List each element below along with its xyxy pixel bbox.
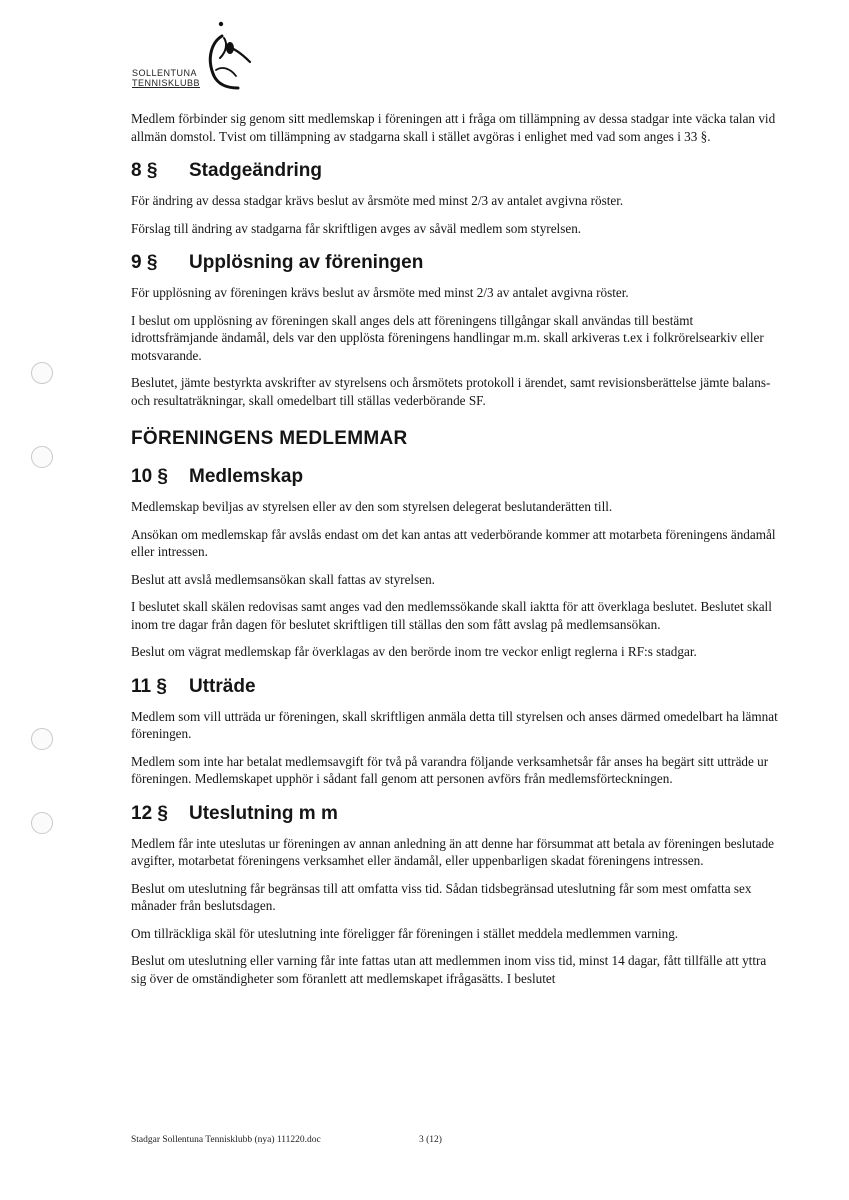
section-heading xyxy=(131,802,783,826)
section-number: 8 § xyxy=(131,160,158,181)
section-number: 10 § xyxy=(131,466,168,487)
section-heading xyxy=(131,159,783,183)
paragraph: Beslut om vägrat medlemskap får överklagas av den berörde inom tre veckor enligt reglerna i RF:s stadgar. xyxy=(131,644,697,659)
paragraph: För upplösning av föreningen krävs beslut av årsmöte med minst 2/3 av antalet avgivna röster. xyxy=(131,285,629,300)
punch-hole xyxy=(31,446,53,468)
section-9 xyxy=(131,251,783,409)
paragraph: Medlem får inte uteslutas ur föreningen av annan anledning än att denne har försummat att betala av föreningen beslutade avgifter, motarbetat föreningens verksamhet eller ändamål, eller uppenbarligen skadat föreningens intressen. xyxy=(131,835,775,868)
section-title: Upplösning av föreningen xyxy=(189,252,424,273)
punch-hole xyxy=(31,362,53,384)
paragraph: Beslut att avslå medlemsansökan skall fattas av styrelsen. xyxy=(131,571,435,587)
section-8 xyxy=(131,159,783,237)
punch-hole xyxy=(31,728,53,750)
section-title: Medlemskap xyxy=(189,466,304,487)
paragraph: I beslutet skall skälen redovisas samt anges vad den medlemssökande skall iaktta för att överklaga beslutet. Beslutet skall inom tre dagar från dagen för beslutet skriftligen till ställas den som fått avslag på medlemsansökan. xyxy=(131,599,772,632)
paragraph: Medlem som inte har betalat medlemsavgift för två på varandra följande verksamhetsår får anses ha begärt sitt utträde ur föreningen. Medlemskapet upphör i sådant fall genom att personen avförs från medlemsförteckningen. xyxy=(131,753,769,786)
section-number: 12 § xyxy=(131,802,168,824)
punch-hole xyxy=(31,812,53,834)
section-12 xyxy=(131,802,783,988)
section-heading xyxy=(131,251,783,275)
page-footer xyxy=(131,1135,783,1145)
section-11 xyxy=(131,675,783,788)
paragraph: Beslut om uteslutning eller varning får inte fattas utan att medlemmen inom viss tid, minst 14 dagar, fått tillfälle att yttra sig över de omständigheter som föranlett att medlemskapet ifrågasätts. I beslutet xyxy=(131,953,767,986)
footer-filename: Stadgar Sollentuna Tennisklubb (nya) 111220.doc xyxy=(131,1135,321,1145)
logo-line-2: TENNISKLUBB xyxy=(132,78,201,88)
paragraph: För ändring av dessa stadgar krävs beslut av årsmöte med minst 2/3 av antalet avgivna röster. xyxy=(131,193,624,208)
tennis-player-logo-icon xyxy=(202,18,272,98)
intro-paragraph: Medlem förbinder sig genom sitt medlemskap i föreningen att i fråga om tillämpning av dessa stadgar inte väcka talan vid allmän domstol. Tvist om tillämpning av stadgarna skall i stället avgöras i enlighet med vad som anges i 33 §. xyxy=(131,111,776,144)
paragraph: Om tillräckliga skäl för uteslutning inte föreligger får föreningen i stället meddela medlemmen varning. xyxy=(131,925,679,941)
section-heading xyxy=(131,675,783,699)
paragraph: Beslutet, jämte bestyrkta avskrifter av styrelsens och årsmötets protokoll i ärendet, samt revisionsberättelse jämte balans- och resultaträkningar, skall omedelbart till ställas vederbörande SF. xyxy=(131,375,771,408)
section-title: Uteslutning m m xyxy=(189,802,338,824)
section-title: Stadgeändring xyxy=(189,160,323,181)
document-body xyxy=(131,110,783,997)
page-number: 3 (12) xyxy=(419,1135,442,1145)
paragraph: Medlem som vill utträda ur föreningen, skall skriftligen anmäla detta till styrelsen och anses därmed omedelbart ha lämnat föreningen. xyxy=(131,708,778,741)
chapter-heading: FÖRENINGENS MEDLEMMAR xyxy=(131,428,408,449)
section-10 xyxy=(131,465,783,661)
section-heading xyxy=(131,465,783,489)
paragraph: Förslag till ändring av stadgarna får skriftligen avges av såväl medlem som styrelsen. xyxy=(131,220,582,236)
club-logo xyxy=(132,18,272,98)
paragraph: Ansökan om medlemskap får avslås endast om det kan antas att vederbörande kommer att motarbeta föreningens ändamål eller intressen. xyxy=(131,526,776,559)
section-number: 11 § xyxy=(131,675,167,697)
paragraph: I beslut om upplösning av föreningen skall anges dels att föreningens tillgångar skall användas till bestämt idrottsfrämjande ändamål, dels var den upplösta föreningens handlingar m.m. skall arkiveras t.ex i folkrörelsearkiv eller motsvarande. xyxy=(131,312,764,363)
section-title: Utträde xyxy=(189,675,256,697)
paragraph: Medlemskap beviljas av styrelsen eller av den som styrelsen delegerat beslutanderätten till. xyxy=(131,499,613,514)
paragraph: Beslut om uteslutning får begränsas till att omfatta viss tid. Sådan tidsbegränsad uteslutning får som mest omfatta sex månader från beslutsdagen. xyxy=(131,880,752,913)
logo-text xyxy=(132,68,200,88)
section-number: 9 § xyxy=(131,252,158,273)
logo-line-1: SOLLENTUNA xyxy=(132,68,198,78)
